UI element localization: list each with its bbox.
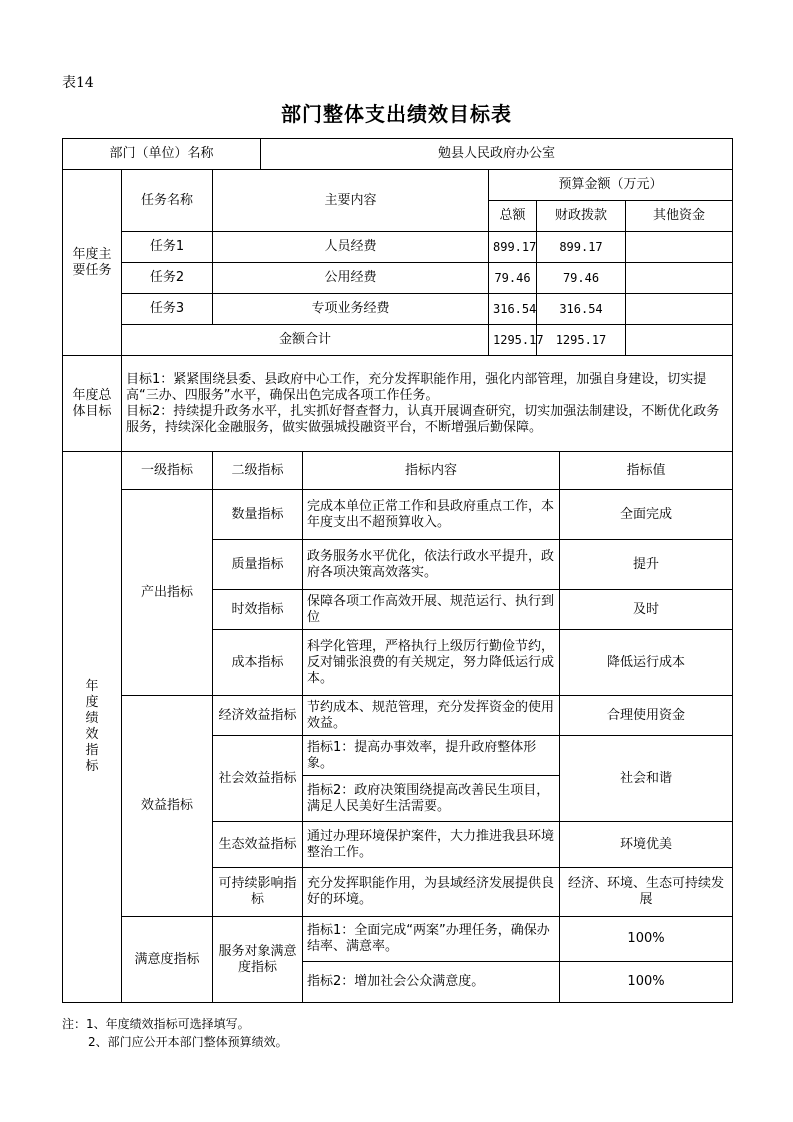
- indicators-section-label: 年度绩效指标: [63, 452, 122, 1003]
- level2-indicator: 质量指标: [213, 540, 303, 590]
- task-total: 316.54: [489, 294, 537, 325]
- goals-section-label: 年度总体目标: [63, 356, 122, 452]
- sum-other: [626, 325, 733, 356]
- annual-goals: [122, 356, 733, 452]
- indicator-content: 通过办理环境保护案件，大力推进我县环境整治工作。: [303, 822, 560, 868]
- indicator-content: 政务服务水平优化，依法行政水平提升，政府各项决策高效落实。: [303, 540, 560, 590]
- department-label: 部门（单位）名称: [63, 139, 261, 170]
- indicator-content: 节约成本、规范管理，充分发挥资金的使用效益。: [303, 696, 560, 736]
- task-name: 任务3: [122, 294, 213, 325]
- indicator-content-header: 指标内容: [303, 452, 560, 490]
- footnotes: [62, 1015, 288, 1051]
- performance-target-table: [62, 138, 733, 1003]
- task-fiscal: 79.46: [537, 263, 626, 294]
- sum-label: 金额合计: [122, 325, 489, 356]
- indicator-content: 指标2：政府决策围绕提高改善民生项目，满足人民美好生活需要。: [303, 776, 560, 822]
- benefit-indicator-label: 效益指标: [122, 696, 213, 917]
- task-total: 79.46: [489, 263, 537, 294]
- level2-indicator: 生态效益指标: [213, 822, 303, 868]
- table-row: [63, 232, 733, 263]
- total-header: 总额: [489, 201, 537, 232]
- table-number: 表14: [62, 75, 94, 91]
- level1-header: 一级指标: [122, 452, 213, 490]
- indicator-value: 合理使用资金: [560, 696, 733, 736]
- indicator-content: 指标1：全面完成“两案”办理任务，确保办结率、满意率。: [303, 917, 560, 962]
- level2-indicator: 数量指标: [213, 490, 303, 540]
- table-row: [63, 917, 733, 962]
- table-row: [63, 294, 733, 325]
- page-title: 部门整体支出绩效目标表: [281, 102, 512, 126]
- task-fiscal: 899.17: [537, 232, 626, 263]
- indicator-value: 社会和谐: [560, 736, 733, 822]
- note-2: 2、部门应公开本部门整体预算绩效。: [88, 1035, 288, 1049]
- fiscal-header: 财政拨款: [537, 201, 626, 232]
- level2-indicator: 成本指标: [213, 630, 303, 696]
- indicator-content: 充分发挥职能作用，为县域经济发展提供良好的环境。: [303, 868, 560, 917]
- sum-fiscal: 1295.17: [537, 325, 626, 356]
- task-fiscal: 316.54: [537, 294, 626, 325]
- goal-1: 目标1：紧紧围绕县委、县政府中心工作，充分发挥职能作用，强化内部管理，加强自身建设，切实提高“三办、四服务”水平，确保出色完成各项工作任务。: [126, 371, 707, 403]
- task-other: [626, 263, 733, 294]
- indicator-value: 及时: [560, 590, 733, 630]
- indicator-content: 科学化管理，严格执行上级厉行勤俭节约，反对铺张浪费的有关规定，努力降低运行成本。: [303, 630, 560, 696]
- indicator-value: 经济、环境、生态可持续发展: [560, 868, 733, 917]
- task-name-header: 任务名称: [122, 170, 213, 232]
- task-total: 899.17: [489, 232, 537, 263]
- task-other: [626, 294, 733, 325]
- indicator-value: 环境优美: [560, 822, 733, 868]
- task-content: 专项业务经费: [213, 294, 489, 325]
- level2-indicator: 服务对象满意度指标: [213, 917, 303, 1003]
- other-header: 其他资金: [626, 201, 733, 232]
- indicator-content: 完成本单位正常工作和县政府重点工作，本年度支出不超预算收入。: [303, 490, 560, 540]
- indicator-value: 100%: [560, 962, 733, 1003]
- table-row: [63, 263, 733, 294]
- task-content: 公用经费: [213, 263, 489, 294]
- indicator-value: 100%: [560, 917, 733, 962]
- goal-2: 目标2：持续提升政务水平，扎实抓好督查督力，认真开展调查研究，切实加强法制建设，不断优化政务服务，持续深化金融服务，做实做强城投融资平台，不断增强后勤保障。: [126, 403, 720, 435]
- note-1: 注：1、年度绩效指标可选择填写。: [62, 1017, 250, 1031]
- table-row: [63, 696, 733, 736]
- level2-header: 二级指标: [213, 452, 303, 490]
- task-name: 任务1: [122, 232, 213, 263]
- indicator-content: 指标2：增加社会公众满意度。: [303, 962, 560, 1003]
- task-other: [626, 232, 733, 263]
- indicator-value: 降低运行成本: [560, 630, 733, 696]
- level2-indicator: 经济效益指标: [213, 696, 303, 736]
- task-name: 任务2: [122, 263, 213, 294]
- level2-indicator: 可持续影响指标: [213, 868, 303, 917]
- department-value: 勉县人民政府办公室: [261, 139, 733, 170]
- table-row: [63, 490, 733, 540]
- level2-indicator: 时效指标: [213, 590, 303, 630]
- indicator-value-header: 指标值: [560, 452, 733, 490]
- level2-indicator: 社会效益指标: [213, 736, 303, 822]
- indicator-value: 提升: [560, 540, 733, 590]
- output-indicator-label: 产出指标: [122, 490, 213, 696]
- satisfaction-indicator-label: 满意度指标: [122, 917, 213, 1003]
- task-content: 人员经费: [213, 232, 489, 263]
- tasks-section-label: 年度主要任务: [63, 170, 122, 356]
- budget-header: 预算金额（万元）: [489, 170, 733, 201]
- sum-total: 1295.17: [489, 325, 537, 356]
- main-content-header: 主要内容: [213, 170, 489, 232]
- indicator-value: 全面完成: [560, 490, 733, 540]
- indicator-content: 保障各项工作高效开展、规范运行、执行到位: [303, 590, 560, 630]
- indicator-content: 指标1：提高办事效率，提升政府整体形象。: [303, 736, 560, 776]
